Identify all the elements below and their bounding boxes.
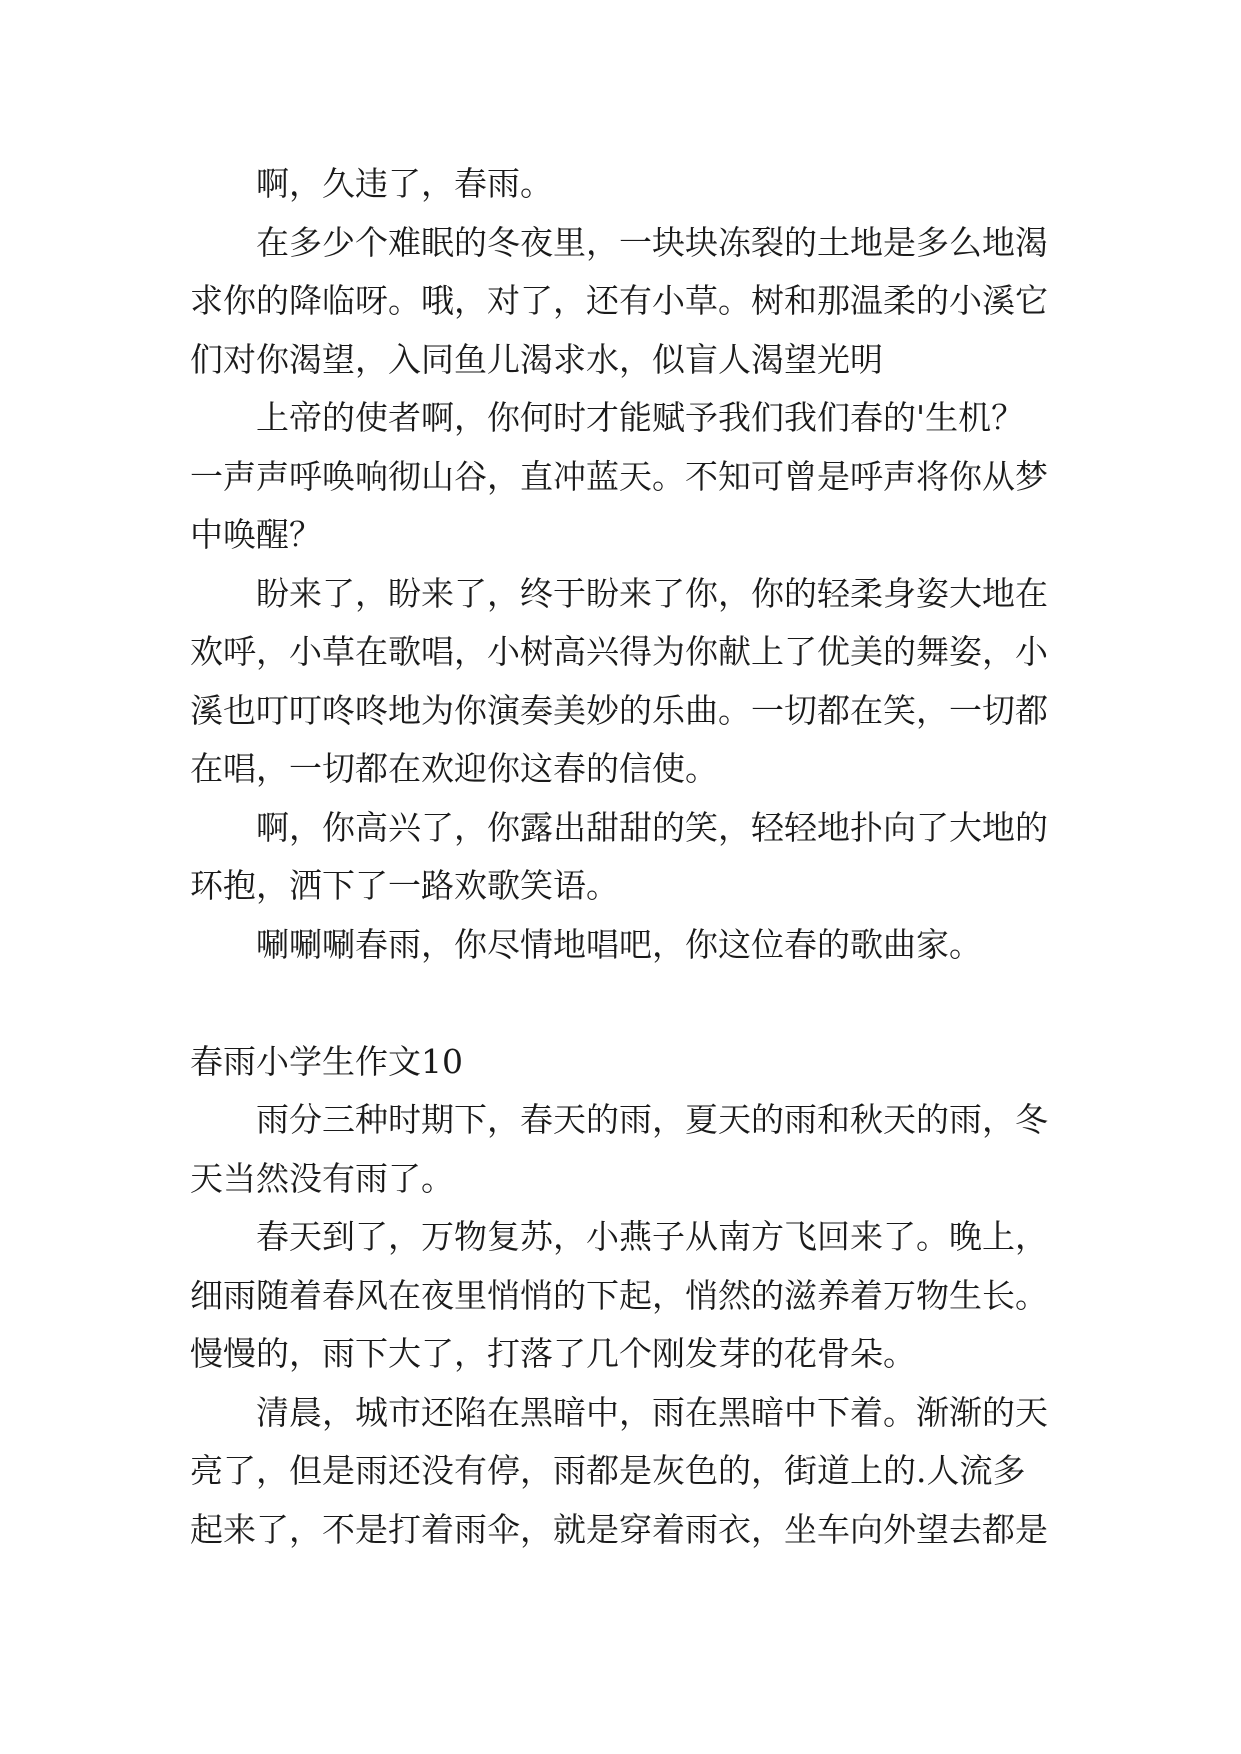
text-line: 在唱，一切都在欢迎你这春的信使。 xyxy=(190,749,718,788)
paragraph xyxy=(190,1384,1070,1560)
paragraph xyxy=(190,799,1070,916)
paragraph xyxy=(190,1208,1070,1384)
text-line: 求你的降临呀。哦，对了，还有小草。树和那温柔的小溪它 xyxy=(190,281,1048,320)
text-line: 盼来了，盼来了，终于盼来了你，你的轻柔身姿大地在 xyxy=(256,573,1048,613)
text-line: 们对你渴望，入同鱼儿渴求水，似盲人渴望光明 xyxy=(190,339,883,379)
text-line: 春天到了，万物复苏，小燕子从南方飞回来了。晚上， xyxy=(256,1217,1048,1256)
paragraph xyxy=(190,214,1070,390)
text-line: 唰唰唰春雨，你尽情地唱吧，你这位春的歌曲家。 xyxy=(256,924,982,964)
text-line: 清晨，城市还陷在黑暗中，雨在黑暗中下着。渐渐的天 xyxy=(256,1392,1048,1432)
text-line: 天当然没有雨了。 xyxy=(190,1158,454,1198)
text-line: 啊，久违了，春雨。 xyxy=(256,164,553,203)
text-line: 中唤醒？ xyxy=(190,515,322,554)
text-line: 雨分三种时期下，春天的雨，夏天的雨和秋天的雨，冬 xyxy=(256,1100,1048,1139)
paragraph xyxy=(190,155,1070,214)
paragraph xyxy=(190,565,1070,799)
paragraph xyxy=(190,916,1070,975)
text-line: 上帝的使者啊，你何时才能赋予我们我们春的'生机？ xyxy=(256,398,1025,437)
text-line: 环抱，洒下了一路欢歌笑语。 xyxy=(190,866,619,905)
text-line: 欢呼，小草在歌唱，小树高兴得为你献上了优美的舞姿，小 xyxy=(190,632,1048,671)
text-line: 在多少个难眠的冬夜里，一块块冻裂的土地是多么地渴 xyxy=(256,222,1048,262)
text-line: 溪也叮叮咚咚地为你演奏美妙的乐曲。一切都在笑，一切都 xyxy=(190,690,1048,730)
document-body xyxy=(190,155,1070,1559)
text-line: 一声声呼唤响彻山谷，直冲蓝天。不知可曾是呼声将你从梦 xyxy=(190,456,1048,496)
text-line: 细雨随着春风在夜里悄悄的下起，悄然的滋养着万物生长。 xyxy=(190,1275,1048,1315)
paragraph xyxy=(190,389,1070,565)
text-line: 亮了，但是雨还没有停，雨都是灰色的，街道上的.人流多 xyxy=(190,1451,1026,1490)
text-line: 啊，你高兴了，你露出甜甜的笑，轻轻地扑向了大地的 xyxy=(256,807,1048,847)
text-line: 慢慢的，雨下大了，打落了几个刚发芽的花骨朵。 xyxy=(190,1334,916,1373)
text-line: 起来了，不是打着雨伞，就是穿着雨衣，坐车向外望去都是 xyxy=(190,1509,1048,1549)
section-title: 春雨小学生作文10 xyxy=(190,1041,463,1081)
paragraph xyxy=(190,1091,1070,1208)
